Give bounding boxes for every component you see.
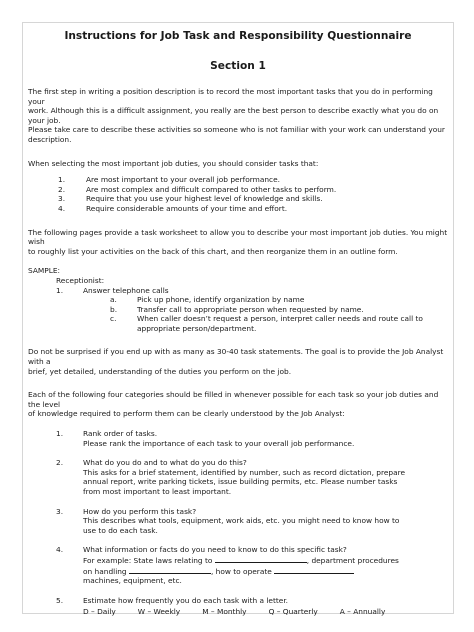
document-title: Instructions for Job Task and Responsibility Questionnaire [64,30,412,42]
frequency-daily: D – Daily [83,607,116,617]
frequency-monthly: M – Monthly [202,607,247,617]
section-heading: Section 1 [210,60,266,72]
intro-paragraph [28,87,448,145]
category-item: 1. Rank order of tasks. Please rank the importance of each task to your overall job performance. [56,429,355,448]
category-item: 4. What information or facts do you need to know to do this specific task? For example: State laws relating to , department procedures on handling , how to operate machines, equipment, etc. [56,545,399,586]
categories-paragraph: Each of the following four categories should be filled in whenever possible for each task so your job duties and the level of knowledge required to perform them can be clearly understood by the Job Analyst: [28,390,439,419]
list-item: a. Pick up phone, identify organization by name [110,295,305,305]
category-item: 3. How do you perform this task? This describes what tools, equipment, work aids, etc. you might need to know how to use to do each task. [56,506,400,535]
category-item: 2. What do you do and to what do you do this? This asks for a brief statement, identified by number, such as record dictation, prepare annual report, write parking tickets, issue building permits, etc. Please number tasks from most important to least important. [56,458,406,496]
list-item: 3. Require that you use your highest level of knowledge and skills. [58,194,323,204]
list-item: c. When caller doesn’t request a person, interpret caller needs and route call to [110,314,423,324]
intro-line: Please take care to describe these activities so someone who is not familiar with your work can understand your [28,125,445,135]
list-item: appropriate person/department. [137,323,257,333]
surprise-paragraph: Do not be surprised if you end up with as many as 30-40 task statements. The goal is to provide the Job Analyst with a brief, yet detailed, understanding of the duties you perform on the job. [28,347,444,376]
sample-item: 1. Answer telephone calls [56,285,169,295]
worksheet-paragraph: The following pages provide a task worksheet to allow you to describe your most important job duties. You might wish to roughly list your activities on the back of this chart, and then reorganize them in an outline form. [28,227,448,256]
list-item: 2. Are most complex and difficult compared to other tasks to perform. [58,184,337,194]
sample-subitems [110,295,448,333]
frequency-weekly: W – Weekly [137,607,181,617]
intro-line: description. [28,134,72,144]
list-item: 4. Require considerable amounts of your time and effort. [58,203,288,213]
frequency-quarterly: Q – Quarterly [268,607,318,617]
sample-label: SAMPLE: [28,266,60,276]
consider-list [58,175,448,213]
document-page [22,22,454,617]
fill-in-blank[interactable] [129,566,211,574]
frequency-annually: A – Annually [339,607,386,617]
fill-in-blank[interactable] [215,555,307,563]
intro-line: work. Although this is a difficult assignment, you really are the best person to describe exactly what you do on your job. [28,106,439,125]
consider-paragraph: When selecting the most important job duties, you should consider tasks that: [28,158,319,168]
list-item: b. Transfer call to appropriate person when requested by name. [110,304,364,314]
frequency-options [83,607,407,617]
category-item: 5. Estimate how frequently you do each task with a letter. D – Daily W – Weekly M – Monthly Q – Quarterly A – Annually [56,596,448,617]
categories-list [56,429,448,617]
fill-in-blank[interactable] [274,566,354,574]
document-content [28,29,448,627]
list-item: 1. Are most important to your overall job performance. [58,175,281,185]
sample-role: Receptionist: [56,275,105,285]
intro-line: The first step in writing a position description is to record the most important tasks that you do in performing your [28,87,433,106]
